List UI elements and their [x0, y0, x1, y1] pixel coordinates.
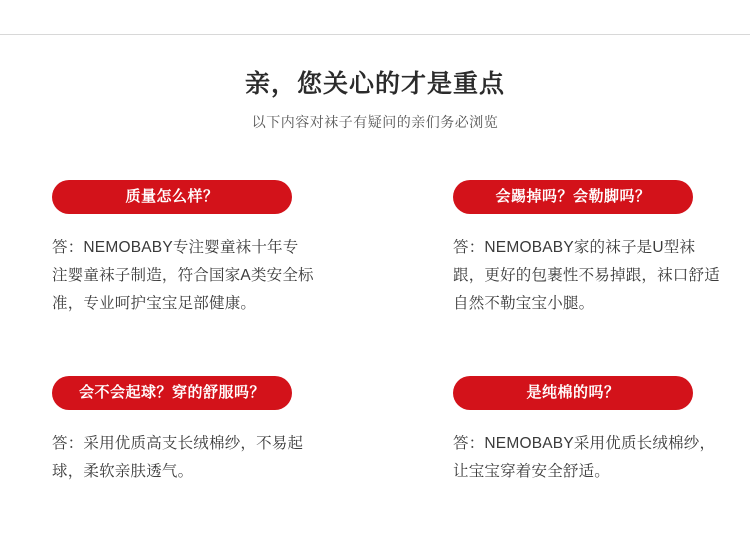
- faq-row: [0, 180, 750, 318]
- faq-grid: [0, 180, 750, 486]
- page-title: 亲，您关心的才是重点: [244, 70, 505, 98]
- faq-row: [0, 376, 750, 486]
- top-divider: [0, 34, 750, 35]
- faq-question-banner-2: 会踢掉吗？会勒脚吗？: [453, 180, 693, 214]
- faq-answer-3: 答：采用优质高支长绒棉纱，不易起球，柔软亲肤透气。: [52, 435, 304, 480]
- faq-item-4: [375, 376, 750, 486]
- faq-answer-4: 答：NEMOBABY采用优质长绒棉纱，让宝宝穿着安全舒适。: [453, 435, 716, 480]
- faq-item-1: [0, 180, 375, 318]
- faq-question-banner-1: 质量怎么样？: [52, 180, 292, 214]
- page-subtitle: 以下内容对袜子有疑问的亲们务必浏览: [251, 113, 499, 130]
- faq-item-2: [375, 180, 750, 318]
- faq-question-banner-3: 会不会起球？穿的舒服吗？: [52, 376, 292, 410]
- faq-question-banner-4: 是纯棉的吗？: [453, 376, 693, 410]
- page-heading: [0, 68, 750, 132]
- faq-item-3: [0, 376, 375, 486]
- faq-answer-1: 答：NEMOBABY专注婴童袜十年专注婴童袜子制造，符合国家A类安全标准，专业呵护宝宝足部健康。: [52, 239, 314, 312]
- faq-answer-2: 答：NEMOBABY家的袜子是U型袜跟，更好的包裹性不易掉跟，袜口舒适自然不勒宝宝小腿。: [453, 239, 720, 312]
